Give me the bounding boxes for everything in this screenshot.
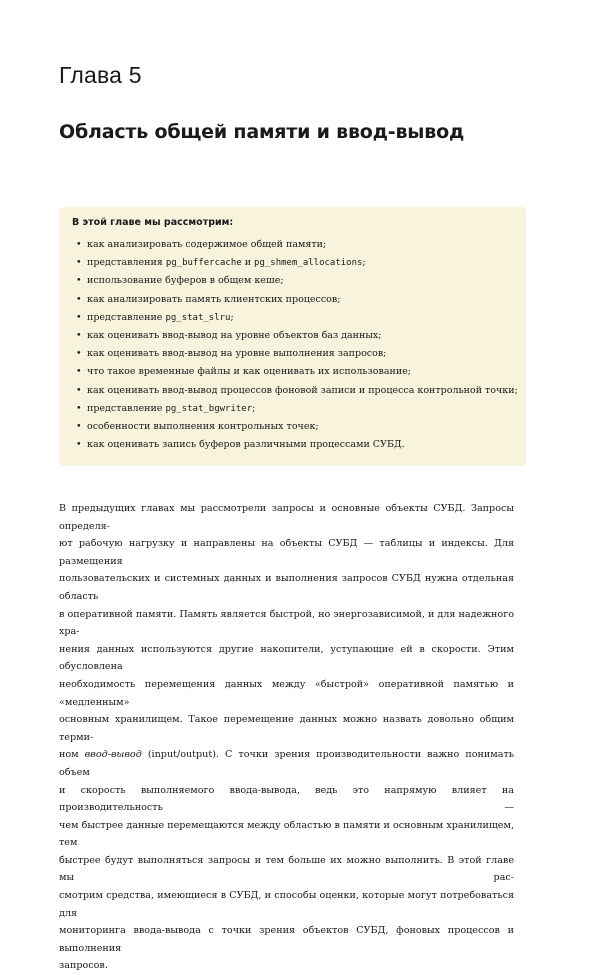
summary-item: • как оценивать ввод-вывод на уровне выполнения запросов; xyxy=(72,345,514,363)
bullet-icon: • xyxy=(76,257,82,269)
summary-item: • особенности выполнения контрольных точек; xyxy=(72,418,514,436)
summary-item: • представление pg_stat_bgwriter; xyxy=(72,400,514,418)
summary-item: • как анализировать содержимое общей памяти; xyxy=(72,236,514,254)
summary-heading: В этой главе мы рассмотрим: xyxy=(72,217,234,228)
body-line: ют рабочую нагрузку и направлены на объекты СУБД — таблицы и индексы. Для размещения xyxy=(59,538,514,567)
summary-item: • представления pg_buffercache и pg_shmem_allocations; xyxy=(72,254,514,272)
bullet-icon: • xyxy=(76,348,82,360)
bullet-icon: • xyxy=(76,421,82,433)
body-line: быстрее будут выполняться запросы и тем больше их можно выполнить. В этой главе мы рас- xyxy=(59,854,514,884)
body-line: необходимость перемещения данных между «быстрой» оперативной памятью и «медленным» xyxy=(59,678,514,708)
summary-item: • как анализировать память клиентских процессов; xyxy=(72,291,514,309)
body-line: чем быстрее данные перемещаются между областью в памяти и основным хранилищем, тем xyxy=(59,819,514,849)
summary-item: • что такое временные файлы и как оценивать их использование; xyxy=(72,363,514,381)
bullet-icon: • xyxy=(76,293,82,305)
chapter-summary-box xyxy=(59,207,526,466)
code-term: pg_buffercache xyxy=(165,258,242,269)
code-term: pg_stat_slru xyxy=(165,312,231,323)
summary-item: • как оценивать ввод-вывод процессов фоновой записи и процесса контрольной точки; xyxy=(72,382,514,400)
body-line: смотрим средства, имеющиеся в СУБД, и способы оценки, которые могут потребоваться для xyxy=(59,890,514,919)
code-term: pg_shmem_allocations xyxy=(254,258,363,269)
body-line: в оперативной памяти. Память является быстрой, но энергозависимой, и для надежного хра- xyxy=(59,608,514,638)
body-line: В предыдущих главах мы рассмотрели запросы и основные объекты СУБД. Запросы определя- xyxy=(59,503,514,532)
summary-item: • использование буферов в общем кеше; xyxy=(72,272,514,290)
body-line: пользовательских и системных данных и выполнения запросов СУБД нужна отдельная область xyxy=(59,573,514,602)
bullet-icon: • xyxy=(76,439,82,451)
body-line: основным хранилищем. Такое перемещение данных можно назвать довольно общим терми- xyxy=(59,714,514,743)
bullet-icon: • xyxy=(76,402,82,414)
body-line: нения данных используются другие накопители, уступающие ей в скорости. Этим обусловлена xyxy=(59,643,514,673)
body-paragraph xyxy=(59,500,514,975)
body-line: и скорость выполняемого ввода-вывода, ведь это напрямую влияет на производительность — xyxy=(59,784,514,814)
summary-list xyxy=(72,236,518,454)
bullet-icon: • xyxy=(76,384,82,396)
bullet-icon: • xyxy=(76,275,82,287)
summary-item: • представление pg_stat_slru; xyxy=(72,309,514,327)
chapter-title: Область общей памяти и ввод-вывод xyxy=(59,121,465,143)
bullet-icon: • xyxy=(76,311,82,323)
body-line: ном ввод-вывод (input/output). С точки зрения производительности важно понимать объем xyxy=(59,749,514,778)
code-term: pg_stat_bgwriter xyxy=(165,403,253,414)
term-emphasis: ввод-вывод xyxy=(84,749,142,761)
body-line: мониторинга ввода-вывода с точки зрения объектов СУБД, фоновых процессов и выполнения xyxy=(59,925,514,954)
chapter-label: Глава 5 xyxy=(59,62,142,88)
body-line: запросов. xyxy=(59,960,108,972)
bullet-icon: • xyxy=(76,239,82,250)
bullet-icon: • xyxy=(76,330,82,342)
bullet-icon: • xyxy=(76,366,82,378)
summary-item: • как оценивать ввод-вывод на уровне объектов баз данных; xyxy=(72,327,514,345)
summary-item: • как оценивать запись буферов различными процессами СУБД. xyxy=(72,436,514,454)
